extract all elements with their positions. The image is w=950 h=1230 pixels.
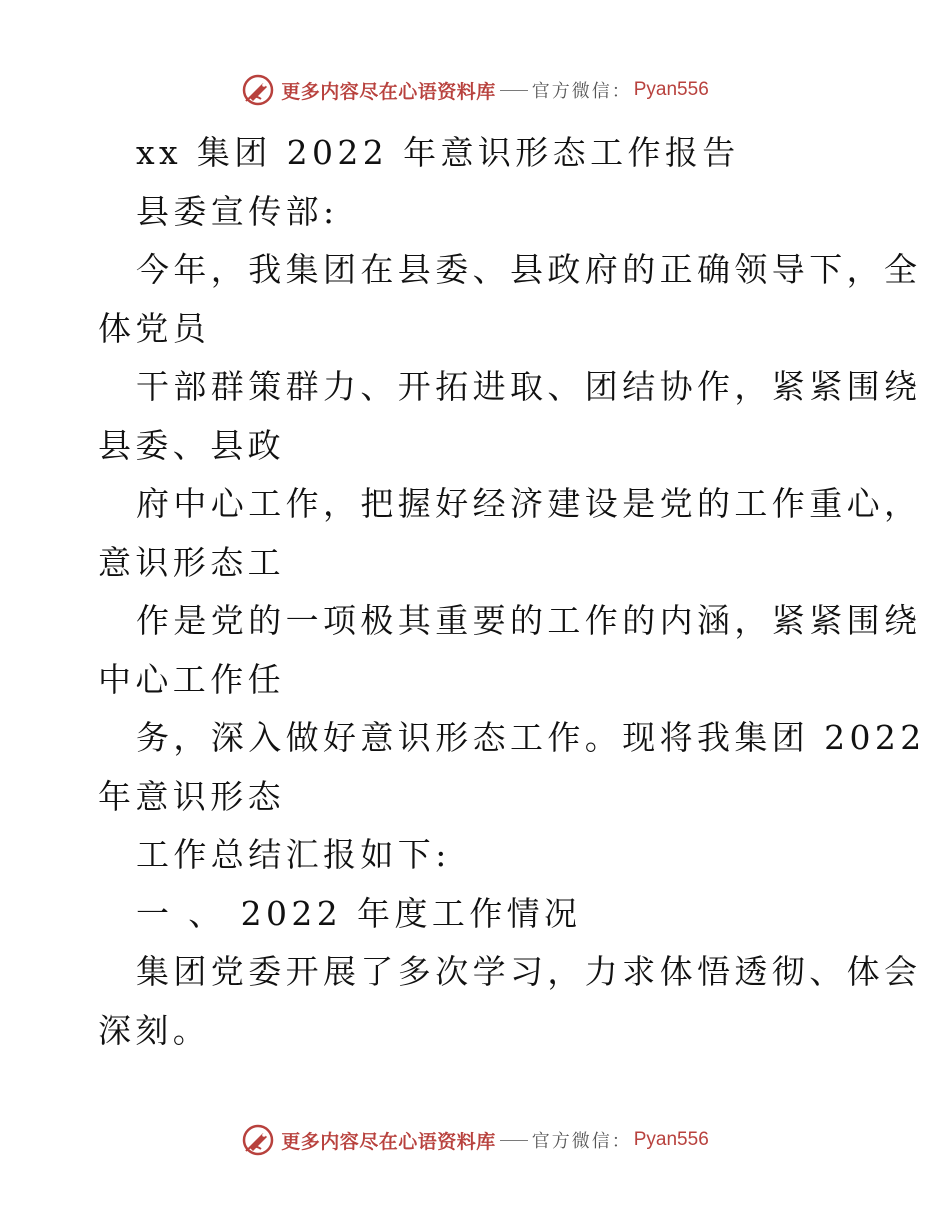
footer-wechat-label: 官方微信： [531, 1131, 632, 1152]
text-line: 作是党的一项极其重要的工作的内涵，紧紧围绕 [136, 601, 922, 640]
footer-dash-divider [500, 1140, 528, 1141]
pen-nib-logo-icon [241, 73, 275, 107]
footer-wechat-id: Pyan556 [633, 1129, 709, 1150]
text-line: 中心工作任 [98, 659, 285, 699]
text-line: 年意识形态 [98, 776, 285, 816]
pen-nib-logo-icon [241, 1123, 275, 1157]
text-line: xx 集团 2022 年意识形态工作报告 [136, 133, 740, 172]
text-line: 一 、 2022 年度工作情况 [136, 893, 582, 933]
footer-watermark [0, 1120, 950, 1160]
header-slogan: 更多内容尽在心语资料库 [281, 80, 496, 103]
text-line: 县委、县政 [98, 425, 285, 465]
text-line: 府中心工作，把握好经济建设是党的工作重心， [136, 484, 922, 523]
text-line: 工作总结汇报如下: [136, 835, 451, 874]
header-watermark [0, 70, 950, 110]
text-line: 体党员 [98, 308, 211, 348]
header-wechat-id: Pyan556 [633, 79, 709, 100]
text-line: 务，深入做好意识形态工作。现将我集团 2022 [136, 718, 926, 757]
document-body [98, 124, 926, 1060]
text-line: 县委宣传部: [136, 191, 339, 231]
text-line: 集团党委开展了多次学习，力求体悟透彻、体会 [136, 952, 922, 991]
text-line: 今年，我集团在县委、县政府的正确领导下，全 [136, 250, 922, 289]
footer-slogan: 更多内容尽在心语资料库 [281, 1130, 496, 1153]
text-line: 深刻。 [98, 1010, 211, 1050]
header-wechat-label: 官方微信： [531, 81, 632, 102]
text-line: 意识形态工 [98, 542, 285, 582]
text-line: 干部群策群力、开拓进取、团结协作，紧紧围绕 [136, 367, 922, 406]
header-dash-divider [500, 90, 528, 91]
